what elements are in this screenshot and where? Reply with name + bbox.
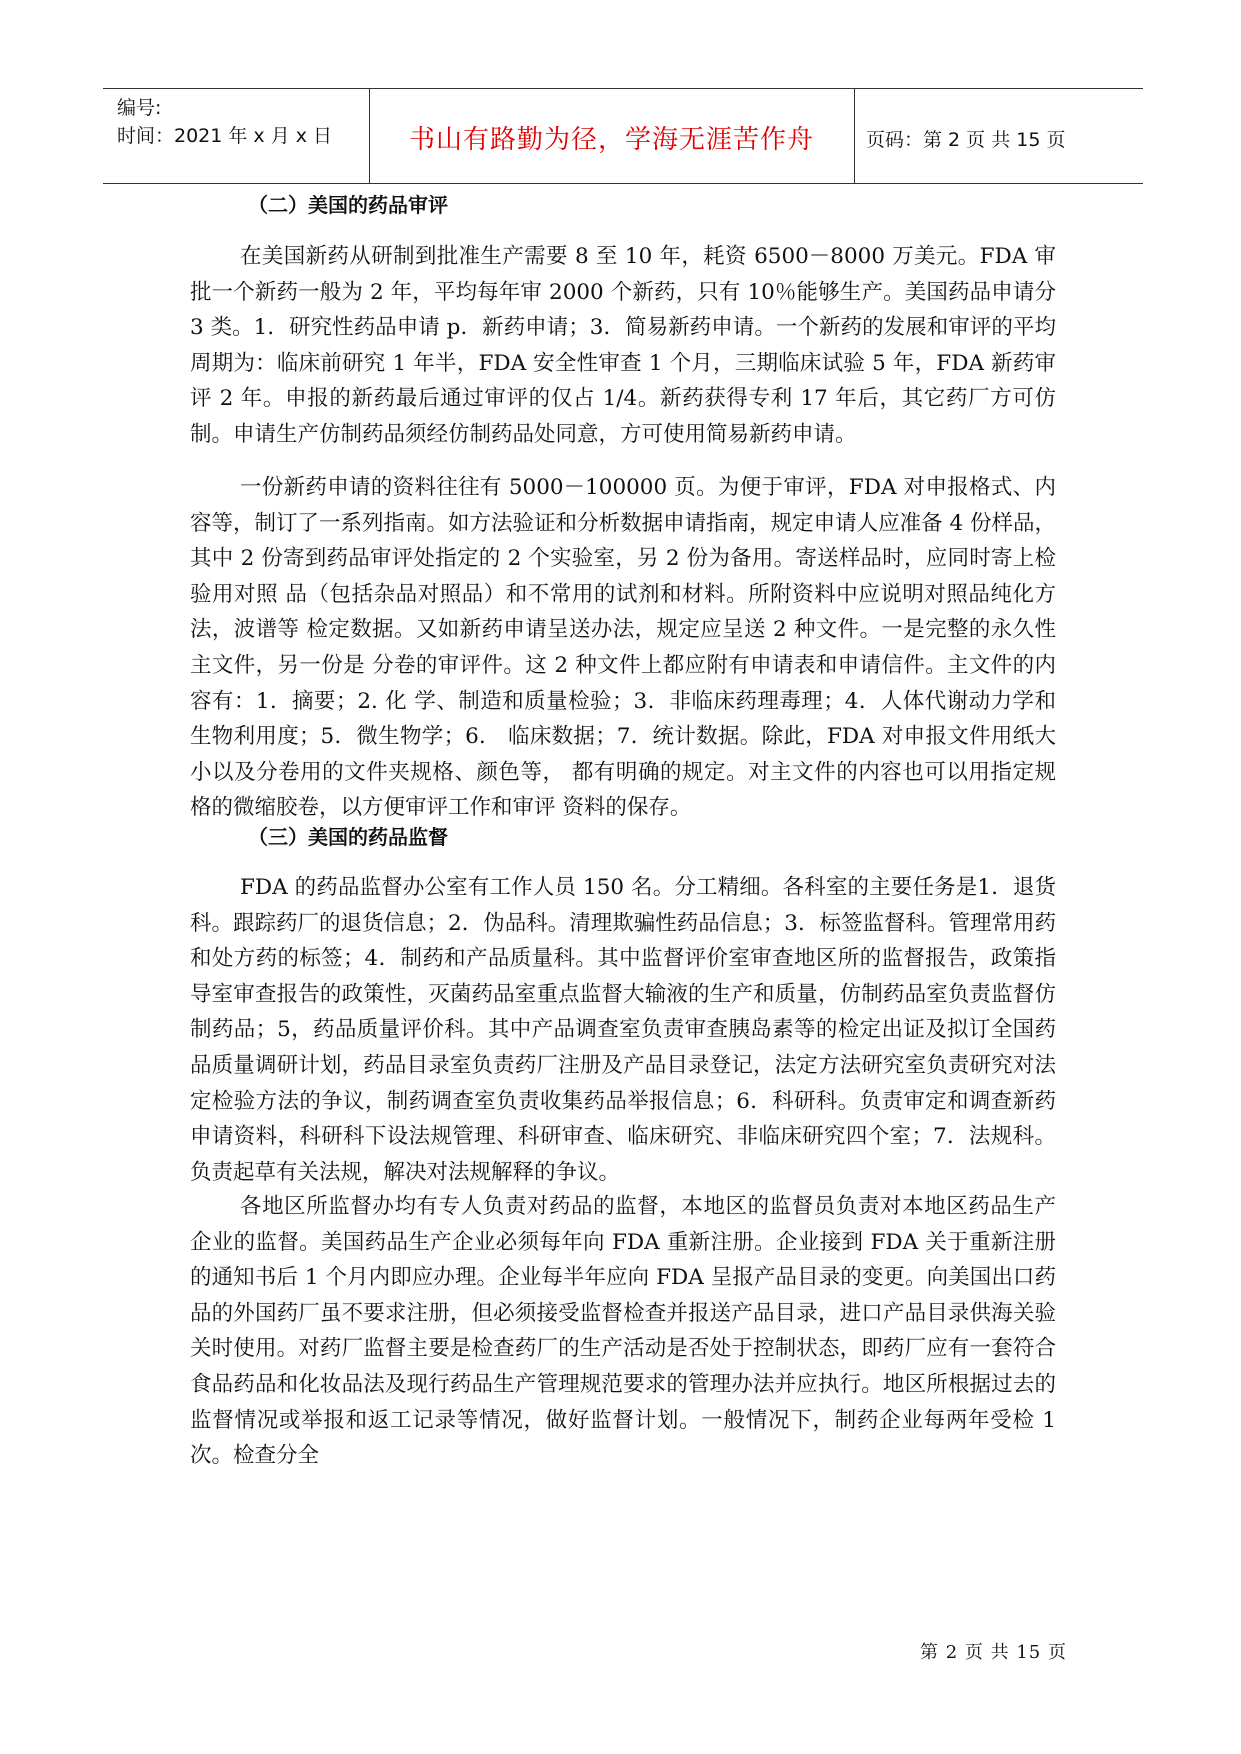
paragraph-review-1: 在美国新药从研制到批准生产需要 8 至 10 年，耗资 6500－8000 万美元。FDA 审批一个新药一般为 2 年，平均每年审 2000 个新药，只有 10％能够生产。美国药品申请分 3 类。1．研究性药品申请 p．新药申请；3．简易新药申请。一个新药的发展和审评的平均周期为：临床前研究 1 年半，FDA 安全性审查 1 个月，三期临床试验 5 年，FDA 新药审评 2 年。申报的新药最后通过审评的仅占 1/4。新药获得专利 17 年后，其它药厂方可仿制。申请生产仿制药品须经仿制药品处同意，方可使用简易新药申请。 — [190, 244, 1056, 447]
header-table — [103, 88, 1143, 184]
paragraph-supervision-1: FDA 的药品监督办公室有工作人员 150 名。分工精细。各科室的主要任务是1．退货科。跟踪药厂的退货信息；2．伪品科。清理欺骗性药品信息；3．标签监督科。管理常用药和处方药的标签；4．制药和产品质量科。其中监督评价室审查地区所的监督报告，政策指导室审查报告的政策性，灭菌药品室重点监督大输液的生产和质量，仿制药品室负责监督仿制药品；5，药品质量评价科。其中产品调查室负责审查胰岛素等的检定出证及拟订全国药品质量调研计划，药品目录室负责药厂注册及产品目录登记，法定方法研究室负责研究对法定检验方法的争议，制药调查室负责收集药品举报信息；6．科研科。负责审定和调查新药申请资料，科研科下设法规管理、科研审查、临床研究、非临床研究四个室；7．法规科。负责起草有关法规，解决对法规解释的争议。 — [190, 875, 1056, 1185]
document-time: 时间：2021 年 x 月 x 日 — [117, 125, 333, 147]
header-center-cell — [369, 89, 855, 183]
section-title-supervision: （三）美国的药品监督 — [248, 825, 448, 849]
footer-page-number: 第 2 页 共 15 页 — [920, 1642, 1067, 1663]
paragraph-review-2: 一份新药申请的资料往往有 5000－100000 页。为便于审评，FDA 对申报格式、内容等，制订了一系列指南。如方法验证和分析数据申请指南，规定申请人应准备 4 份样品，其中 2 份寄到药品审评处指定的 2 个实验室，另 2 份为备用。寄送样品时，应同时寄上检验用对照 品（包括杂品对照品）和不常用的试剂和材料。所附资料中应说明对照品纯化方法，波谱等 检定数据。又如新药申请呈送办法，规定应呈送 2 种文件。一是完整的永久性主文件，另一份是 分卷的审评件。这 2 种文件上都应附有申请表和申请信件。主文件的内容有：1．摘要；2. 化 学、制造和质量检验；3．非临床药理毒理；4．人体代谢动力学和生物利用度；5．微生物学；6． 临床数据；7．统计数据。除此，FDA 对申报文件用纸大小以及分卷用的文件夹规格、颜色等， 都有明确的规定。对主文件的内容也可以用指定规格的微缩胶卷，以方便审评工作和审评 资料的保存。 — [190, 475, 1056, 821]
paragraph-supervision-2: 各地区所监督办均有专人负责对药品的监督，本地区的监督员负责对本地区药品生产企业的监督。美国药品生产企业必须每年向 FDA 重新注册。企业接到 FDA 关于重新注册的通知书后 1 个月内即应办理。企业每半年应向 FDA 呈报产品目录的变更。向美国出口药品的外国药厂虽不要求注册，但必须接受监督检查并报送产品目录，进口产品目录供海关验关时使用。对药厂监督主要是检查药厂的生产活动是否处于控制状态，即药厂应有一套符合食品药品和化妆品法及现行药品生产管理规范要求的管理办法并应执行。地区所根据过去的监督情况或举报和返工记录等情况，做好监督计划。一般情况下，制药企业每两年受检 1 次。检查分全 — [190, 1194, 1056, 1469]
document-number: 编号: — [117, 97, 162, 119]
header-left-cell — [103, 89, 370, 183]
section-title-review: （二）美国的药品审评 — [248, 193, 448, 217]
header-right-cell — [854, 89, 1143, 183]
header-motto: 书山有路勤为径，学海无涯苦作舟 — [408, 125, 814, 155]
header-page-number: 页码：第 2 页 共 15 页 — [866, 129, 1066, 151]
